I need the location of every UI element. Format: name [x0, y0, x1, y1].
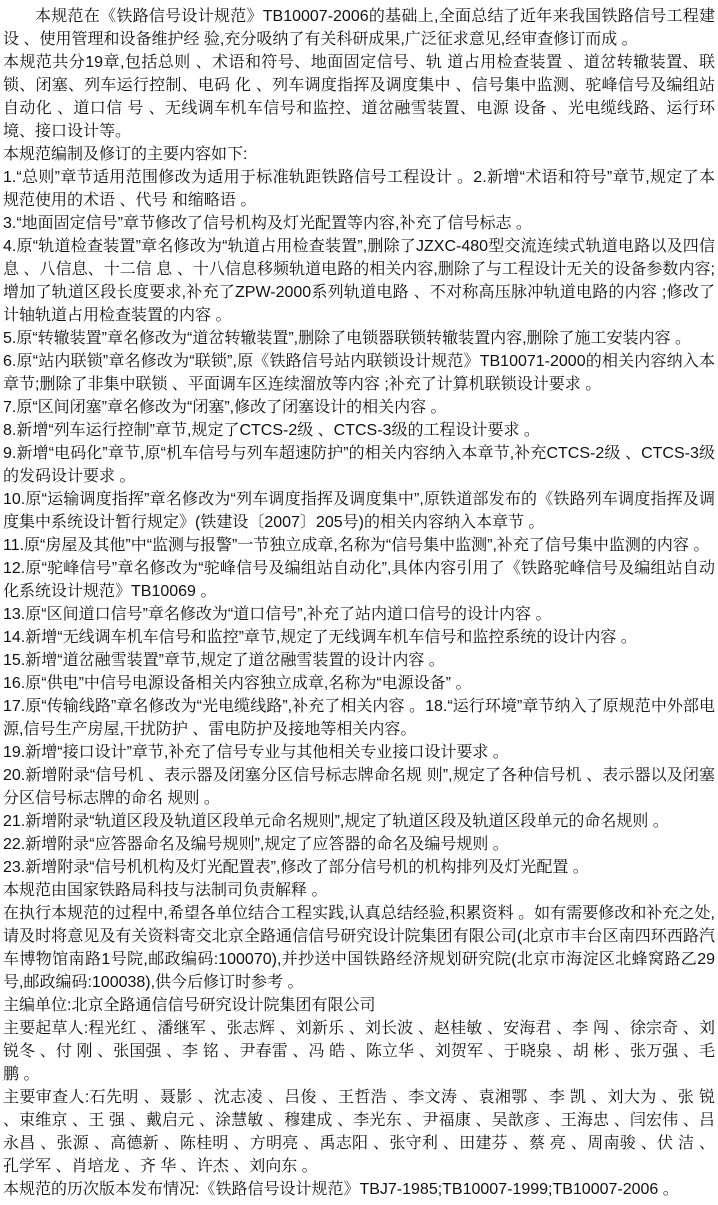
- paragraph-29: 主要审查人:石先明 、聂影 、沈志凌 、吕俊 、王哲浩 、李文涛 、袁湘鄂 、李 凯 、刘大为 、张 锐 、束维京 、王 强 、戴启元 、涂慧敏 、穆建成 、李光东 、尹福康 、吴歆彦 、王海忠 、闫宏伟 、吕永昌 、张源 、高德新 、陈桂明 、方明亮 、禹志阳 、张守利 、田建芬 、蔡 亮 、周南骏 、伏 洁 、孔学军 、肖培龙 、齐 华 、许杰 、刘向东 。: [3, 1089, 715, 1175]
- paragraph-27: 主编单位:北京全路通信信号研究设计院集团有限公司: [3, 997, 376, 1014]
- paragraph-4: 1.“总则”章节适用范围修改为适用于标准轨距铁路信号工程设计 。2.新增“术语和符号”章节,规定了本规范使用的术语 、代号 和缩略语 。: [3, 169, 715, 209]
- paragraph-26: 在执行本规范的过程中,希望各单位结合工程实践,认真总结经验,积累资料 。如有需要修改和补充之处,请及时将意见及有关资料寄交北京全路通信信号研究设计院集团有限公司(北京市丰台区南四环西路汽车博物馆南路1号院,邮政编码:100070),并抄送中国铁路经济规划研究院(北京市海淀区北蜂窝路乙29号,邮政编码:100038),供今后修订时参考 。: [3, 905, 715, 991]
- paragraph-15: 13.原“区间道口信号”章名修改为“道口信号”,补充了站内道口信号的设计内容 。: [3, 606, 552, 623]
- paragraph-30: 本规范的历次版本发布情况:《铁路信号设计规范》TBJ7-1985;TB10007-1999;TB10007-2006 。: [3, 1181, 679, 1198]
- paragraph-19: 17.原“传输线路”章名修改为“光电缆线路”,补充了相关内容 。18.“运行环境”章节纳入了原规范中外部电源,信号生产房屋,干扰防护 、雷电防护及接地等相关内容。: [3, 698, 715, 738]
- paragraph-3: 本规范编制及修订的主要内容如下:: [3, 146, 248, 163]
- paragraph-12: 10.原“运输调度指挥”章名修改为“列车调度指挥及调度集中”,原铁道部发布的《铁路列车调度指挥及调度集中系统设计暂行规定》(铁建设〔2007〕205号)的相关内容纳入本章节 。: [3, 491, 715, 531]
- paragraph-9: 7.原“区间闭塞”章名修改为“闭塞”,修改了闭塞设计的相关内容 。: [3, 399, 447, 416]
- paragraph-18: 16.原“供电”中信号电源设备相关内容独立成章,名称为“电源设备” 。: [3, 675, 472, 692]
- paragraph-16: 14.新增“无线调车机车信号和监控”章节,规定了无线调车机车信号和监控系统的设计内容 。: [3, 629, 637, 646]
- paragraph-10: 8.新增“列车运行控制”章节,规定了CTCS-2级 、CTCS-3级的工程设计要求 。: [3, 422, 540, 439]
- paragraph-11: 9.新增“电码化”章节,原“机车信号与列车超速防护”的相关内容纳入本章节,补充CTCS-2级 、CTCS-3级的发码设计要求 。: [3, 445, 715, 485]
- paragraph-24: 23.新增附录“信号机机构及灯光配置表”,修改了部分信号机的机构排列及灯光配置 。: [3, 859, 589, 876]
- paragraph-14: 12.原“驼峰信号”章名修改为“驼峰信号及编组站自动化”,具体内容引用了《铁路驼峰信号及编组站自动化系统设计规范》TB10069 。: [3, 560, 715, 600]
- paragraph-1: 本规范在《铁路信号设计规范》TB10007-2006的基础上,全面总结了近年来我国铁路信号工程建设 、使用管理和设备维护经 验,充分吸纳了有关科研成果,广泛征求意见,经审查修订而成 。: [3, 8, 715, 48]
- paragraph-22: 21.新增附录“轨道区段及轨道区段单元命名规则”,规定了轨道区段及轨道区段单元的命名规则 。: [3, 813, 669, 830]
- paragraph-13: 11.原“房屋及其他”中“监测与报警”一节独立成章,名称为“信号集中监测”,补充了信号集中监测的内容 。: [3, 537, 710, 554]
- paragraph-20: 19.新增“接口设计”章节,补充了信号专业与其他相关专业接口设计要求 。: [3, 744, 509, 761]
- paragraph-28: 主要起草人:程光红 、潘继军 、张志辉 、刘新乐 、刘长波 、赵桂敏 、安海君 、李 闯 、徐宗奇 、刘锐冬 、付 刚 、张国强 、李 铭 、尹春雷 、冯 皓 、陈立华 、刘贺军 、于晓泉 、胡 彬 、张万强 、毛 鹏 。: [3, 1020, 715, 1083]
- paragraph-7: 5.原“转辙装置”章名修改为“道岔转辙装置”,删除了电锁器联锁转辙装置内容,删除了施工安装内容 。: [3, 330, 691, 347]
- paragraph-23: 22.新增附录“应答器命名及编号规则”,规定了应答器的命名及编号规则 。: [3, 836, 509, 853]
- paragraph-2: 本规范共分19章,包括总则 、术语和符号、地面固定信号、轨 道占用检查装置 、道岔转辙装置、联锁、闭塞、列车运行控制、电码 化 、列车调度指挥及调度集中 、信号集中监测、驼峰信号及编组站 自动化 、道口信 号 、无线调车机车信号和监控、道岔融雪装置、电源 设备 、光电缆线路、运行环境、接口设计等。: [3, 54, 715, 140]
- paragraph-8: 6.原“站内联锁”章名修改为“联锁”,原《铁路信号站内联锁设计规范》TB10071-2000的相关内容纳入本章节;删除了非集中联锁 、平面调车区连续溜放等内容 ;补充了计算机联锁设计要求 。: [3, 353, 715, 393]
- paragraph-17: 15.新增“道岔融雪装置”章节,规定了道岔融雪装置的设计内容 。: [3, 652, 445, 669]
- paragraph-6: 4.原“轨道检查装置”章名修改为“轨道占用检查装置”,删除了JZXC-480型交流连续式轨道电路以及四信息 、八信息、十二信 息 、十八信息移频轨道电路的相关内容,删除了与工程设计无关的设备参数内容;增加了轨道区段长度要求,补充了ZPW-2000系列轨道电路 、不对称高压脉冲轨道电路的内容 ;修改了计轴轨道占用检查装置的内容 。: [3, 238, 715, 324]
- paragraph-5: 3.“地面固定信号”章节修改了信号机构及灯光配置等内容,补充了信号标志 。: [3, 215, 532, 232]
- paragraph-21: 20.新增附录“信号机 、表示器及闭塞分区信号标志牌命名规 则”,规定了各种信号机 、表示器以及闭塞分区信号标志牌的命名 规则 。: [3, 767, 715, 807]
- paragraph-25: 本规范由国家铁路局科技与法制司负责解释 。: [3, 882, 328, 899]
